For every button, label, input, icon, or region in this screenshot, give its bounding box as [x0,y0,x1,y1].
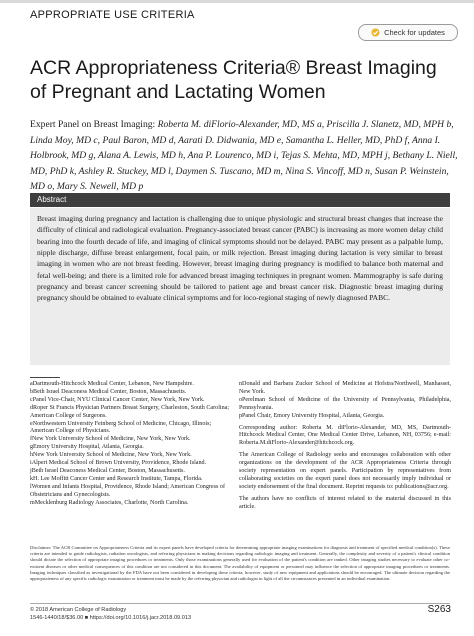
affiliation-rule [30,377,60,378]
authors-lead: Expert Panel on Breast Imaging: [30,119,158,130]
authors-names: Roberta M. diFlorio-Alexander, MD, MS a, Priscilla J. Slanetz, MD, MPH b, Linda Moy, MD c, Paul Baron, MD d, Aarati D. Didwania, MD e, Samantha L. Heller, MD, PhD f, Anna I. Holbrook, MD g, Alana A. Lewis, MD h, Ana P. Lourenco, MD i, Tejas S. Mehta, MD, MPH j, Bethany L. Niell, MD, PhD k, Ashley R. Stuckey, MD l, Daymen S. Tuscano, MD m, Nina S. Vincoff, MD n, Susan P. Weinstein, MD o, Mary S. Newell, MD p [30,119,458,193]
footer-info [30,606,191,622]
conflict-statement: The authors have no conflicts of interest related to the material discussed in this article. [239,495,451,510]
abstract-heading: Abstract [30,193,450,207]
affiliation-e: eNorthwestern University Feinberg School of Medicine, Chicago, Illinois; American College of Physicians. [30,420,212,435]
affiliation-h: hNew York University School of Medicine, New York, New York. [30,452,192,459]
check-for-updates-button[interactable] [358,24,458,41]
check-for-updates-label: Check for updates [384,28,445,37]
affiliation-p: pPanel Chair, Emory University Hospital, Atlanta, Georgia. [239,412,385,419]
affiliation-f: fNew York University School of Medicine, New York, New York. [30,436,191,443]
correspondence-note: Corresponding author: Roberta M. diFlorio-Alexander, MD, MS, Dartmouth-Hitchcock Medical Center, One Medical Center Drive, Lebanon, NH, 03756; e-mail: Roberta.M.diFlorio-Alexander@hitchcock.org. [239,424,451,447]
affiliation-a: aDartmouth-Hitchcock Medical Center, Lebanon, New Hampshire. [30,381,194,387]
affiliation-g: gEmory University Hospital, Atlanta, Georgia. [30,444,144,451]
section-label: APPROPRIATE USE CRITERIA [30,9,195,21]
author-list [30,117,460,195]
footer-rule [30,603,450,604]
affiliation-l: lWomen and Infants Hospital, Providence, Rhode Island; American Congress of Obstetricians and Gynecologists. [30,483,225,498]
affiliations-left-column [30,381,230,508]
acr-statement: The American College of Radiology seeks and encourages collaboration with other organizations on the development of the ACR Appropriateness Criteria through society representation on expert panels. Participation by representatives from collaborating societies on the expert panel does not necessarily imply individual or society endorsement of the final document. Reprint requests to: publications@acr.org. [239,452,451,490]
disclaimer: Disclaimer: The ACR Committee on Appropriateness Criteria and its expert panels have developed criteria for determining appropriate imaging examinations for diagnosis and treatment of specified medical condition(s). These criteria are intended to guide radiologists, radiation oncologists, and referring physicians in making decisions regarding radiologic imaging and treatment. Generally, the complexity and severity of a patient's clinical condition should dictate the selection of appropriate imaging procedures or treatments. Only those examinations generally used for evaluation of the patient's condition are ranked. Other imaging studies necessary to evaluate other co-existent diseases or other medical consequences of this condition are not considered in this document. The availability of equipment or personnel may influence the selection of appropriate imaging procedures or treatments. Imaging techniques classified as investigational by the FDA have not been considered in developing these criteria; however, study of new equipment and applications should be encouraged. The ultimate decision regarding the appropriateness of any specific radiologic examination or treatment must be made by the referring physician and radiologist in light of all the circumstances presented in an individual examination. [30,545,450,582]
affiliation-i: iAlpert Medical School of Brown University, Providence, Rhode Island. [30,460,207,467]
affiliation-n: nDonald and Barbara Zucker School of Medicine at Hofstra/Northwell, Manhasset, New York. [239,381,451,395]
top-rule [0,0,474,3]
affiliation-m: mMecklenburg Radiology Associates, Charlotte, North Carolina. [30,499,189,506]
affiliation-b: bBeth Israel Deaconess Medical Center, Boston, Massachusetts. [30,388,187,395]
affiliation-o: oPerelman School of Medicine of the University of Pennsylvania, Philadelphia, Pennsylvania. [239,396,451,411]
doi-link[interactable]: 1546-1440/18/$36.00 ■ https://doi.org/10.1016/j.jacr.2018.09.013 [30,615,192,621]
affiliations-right-column [239,381,451,512]
affiliation-j: jBeth Israel Deaconess Medical Center, Boston, Massachusetts. [30,467,185,474]
affiliation-c: cPanel Vice-Chair, NYU Clinical Cancer Center, New York, New York. [30,396,205,403]
affiliation-k: kH. Lee Moffitt Cancer Center and Research Institute, Tampa, Florida. [30,475,203,482]
page-number: S263 [427,604,451,615]
affiliation-d: dRoper St Francis Physician Partners Breast Surgery, Charleston, South Carolina; American College of Surgeons. [30,404,230,419]
abstract-text: Breast imaging during pregnancy and lactation is challenging due to unique physiologic and structural breast changes that increase the difficulty of clinical and radiological evaluation. Pregnancy-associated breast cancer (PABC) is increasing as more women delay child bearing into the fourth decade of life, and imaging of clinical symptoms should not be delayed. PABC may present as a palpable lump, nipple discharge, diffuse breast enlargement, focal pain, or milk rejection. Breast imaging during lactation is very similar to breast imaging in women who are not breast feeding. However, breast imaging during pregnancy is modified to balance both maternal and fetal well-being; and there is a limited role for advanced breast imaging techniques in pregnant women. Mammography is safe during pregnancy and breast cancer screening should be tailored to patient age and breast cancer risk. Diagnostic breast imaging during pregnancy should be obtained to evaluate clinical symptoms and for loco-regional staging of newly diagnosed PABC. [30,208,450,365]
copyright-line: © 2018 American College of Radiology [30,607,127,613]
crossmark-icon [371,28,380,37]
article-title: ACR Appropriateness Criteria® Breast Imaging of Pregnant and Lactating Women [30,57,437,103]
